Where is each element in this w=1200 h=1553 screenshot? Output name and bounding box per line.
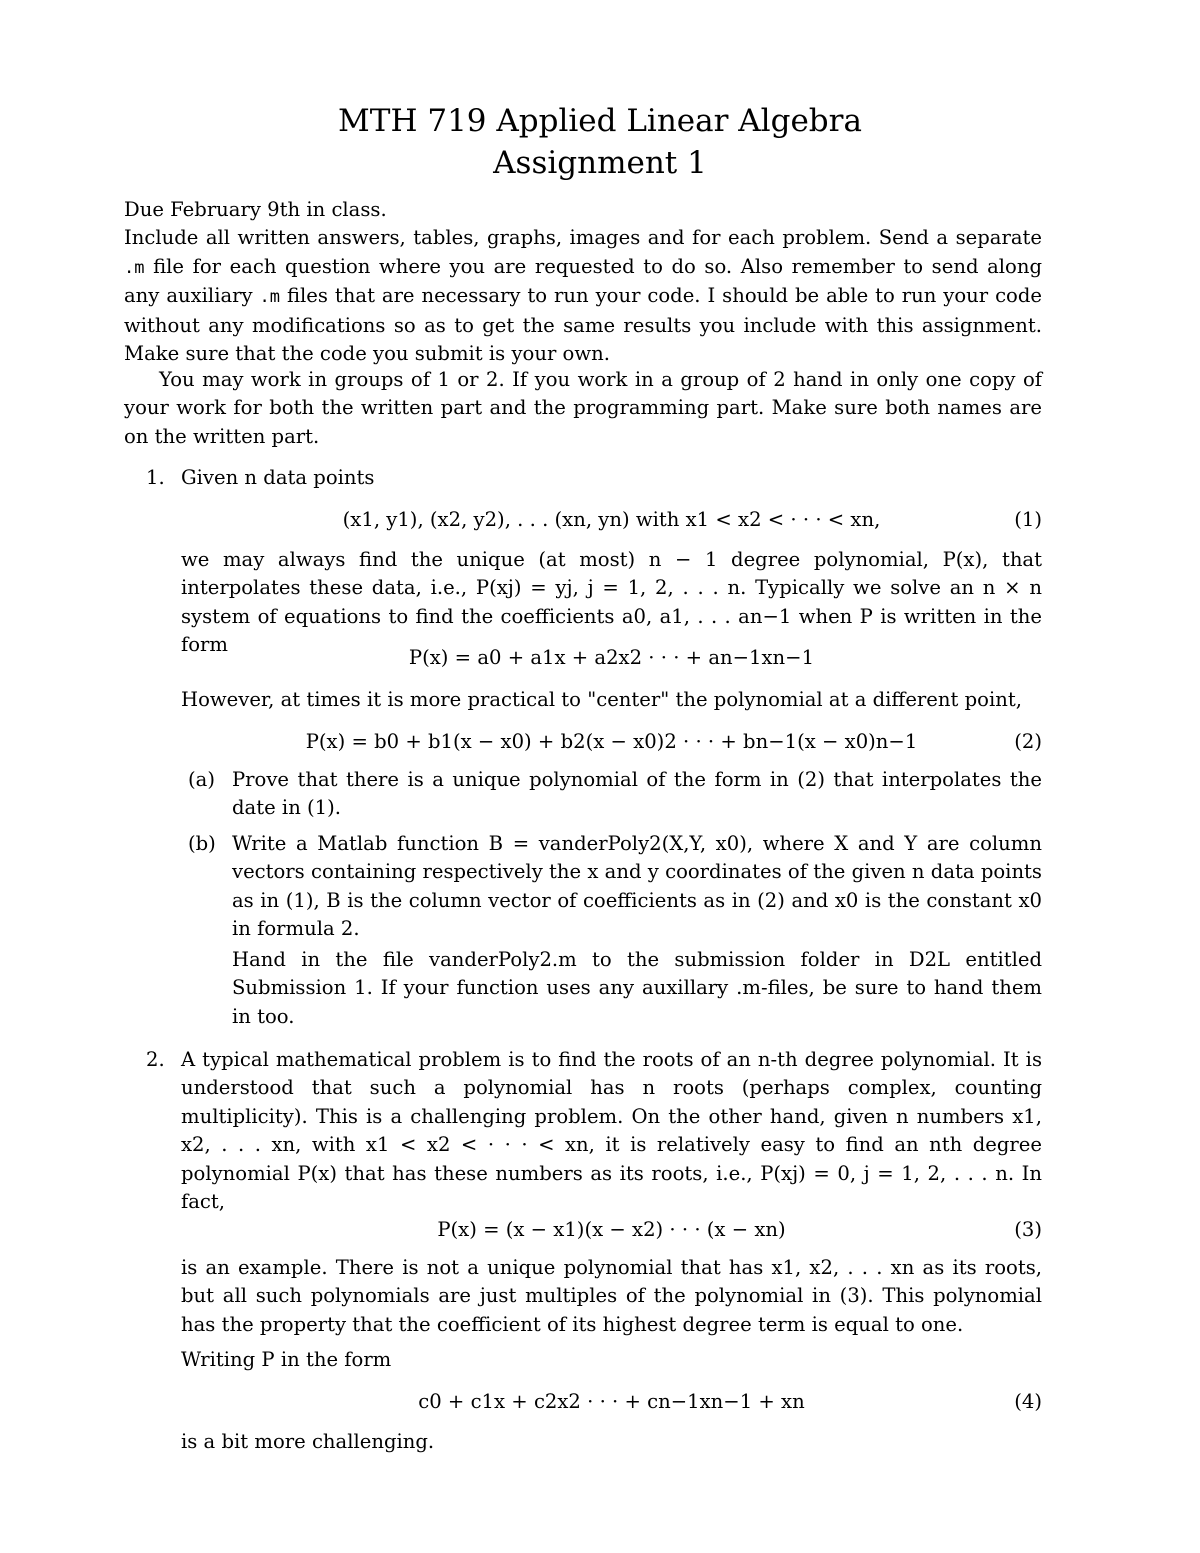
problem-2-text-a: A typical mathematical problem is to find the roots of an n-th degree polynomial. It is understood that such a polynomial has n roots (perhaps complex, counting multiplicity). This is a challenging problem. On the other hand, given n numbers x1, x2, . . . xn, with x1 < x2 < · · · < xn, it is relatively easy to find an nth degree polynomial P(x) that has these numbers as its roots, i.e., P(xj) = 0, j = 1, 2, . . . n. In fact,: [181, 1048, 1042, 1214]
equation-1-number: (1): [1014, 508, 1042, 531]
instructions-text-c: files that are necessary to run your code. I should be able to run your code without any modifications so as to get the same results you include with this assignment. Make sure that the code you submit is your own.: [124, 284, 1042, 366]
part-a-text: Prove that there is a unique polynomial of the form in (2) that interpolates the date in (1).: [232, 768, 1042, 820]
m-extension-2: .m: [259, 287, 281, 308]
problem-2-text-b: is an example. There is not a unique polynomial that has x1, x2, . . . xn as its roots, but all such polynomials are just multiples of the polynomial in (3). This polynomial has the property that the coefficient of its highest degree term is equal to one.: [181, 1256, 1042, 1336]
instructions-text-b: file for each question where you are requested to do so. Also remember to send along any auxiliary: [124, 254, 1042, 308]
problem-2-text-d: is a bit more challenging.: [181, 1430, 435, 1453]
equation-2: P(x) = b0 + b1(x − x0) + b2(x − x0)2 · · · + bn−1(x − x0)n−1: [305, 730, 918, 753]
problem-2-number: 2.: [146, 1048, 165, 1071]
problem-1-number: 1.: [146, 466, 165, 489]
equation-4: c0 + c1x + c2x2 · · · + cn−1xn−1 + xn: [418, 1390, 805, 1413]
equation-1: (x1, y1), (x2, y2), . . . (xn, yn) with x1 < x2 < · · · < xn,: [342, 508, 881, 531]
problem-2-text-c: Writing P in the form: [181, 1348, 392, 1371]
equation-p-standard-form: P(x) = a0 + a1x + a2x2 · · · + an−1xn−1: [408, 646, 815, 669]
groups-paragraph: You may work in groups of 1 or 2. If you work in a group of 2 hand in only one copy of your work for both the written part and the programming part. Make sure both names are on the written part.: [124, 368, 1042, 448]
due-date-text: Due February 9th in class.: [124, 198, 387, 221]
equation-2-number: (2): [1014, 730, 1042, 753]
problem-1-text-b: However, at times it is more practical to "center" the polynomial at a different point,: [181, 688, 1022, 711]
part-a-label: (a): [188, 768, 215, 791]
document-subtitle: Assignment 1: [493, 145, 707, 181]
part-b-text: Write a Matlab function B = vanderPoly2(X,Y, x0), where X and Y are column vectors containing respectively the x and y coordinates of the given n data points as in (1), B is the column vector of coefficients as in (2) and x0 is the constant x0 in formula 2.: [232, 832, 1042, 941]
part-b-label: (b): [188, 832, 216, 855]
equation-3: P(x) = (x − x1)(x − x2) · · · (x − xn): [437, 1218, 786, 1241]
problem-1-text-a: we may always find the unique (at most) n − 1 degree polynomial, P(x), that interpolates these data, i.e., P(xj) = yj, j = 1, 2, . . . n. Typically we solve an n × n system of equations to find the coefficients a0, a1, . . . an−1 when P is written in the form: [181, 548, 1042, 657]
equation-4-number: (4): [1014, 1390, 1042, 1413]
m-extension-1: .m: [124, 257, 145, 278]
problem-1-lead: Given n data points: [181, 466, 375, 489]
instructions-text-a: Include all written answers, tables, graphs, images and for each problem. Send a separate: [124, 226, 1042, 250]
document-title: MTH 719 Applied Linear Algebra: [338, 103, 862, 139]
part-b-hand-in-text: Hand in the file vanderPoly2.m to the submission folder in D2L entitled Submission 1. If your function uses any auxillary .m-files, be sure to hand them in too.: [232, 948, 1042, 1028]
equation-3-number: (3): [1014, 1218, 1042, 1241]
intro-paragraph: [124, 196, 1042, 368]
